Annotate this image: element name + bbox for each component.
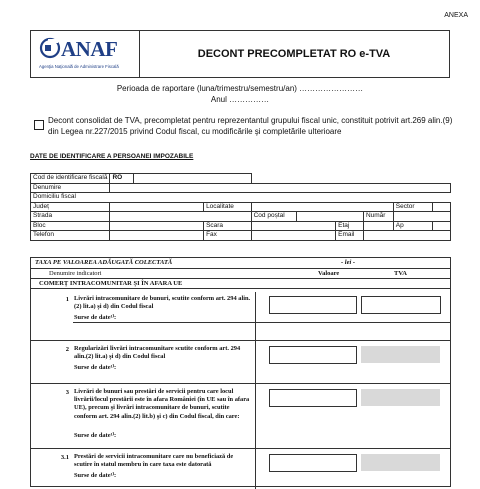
block-label: Bloc xyxy=(31,221,110,231)
row-number: 2 xyxy=(65,346,69,353)
sector-label: Sector xyxy=(393,202,433,212)
vat-input-1[interactable] xyxy=(361,296,441,314)
floor-input[interactable] xyxy=(363,221,393,231)
sector-input[interactable] xyxy=(433,202,451,212)
number-input[interactable] xyxy=(393,212,450,222)
value-input-1[interactable] xyxy=(269,296,357,314)
col-vat: TVA xyxy=(394,270,407,277)
county-input[interactable] xyxy=(110,202,204,212)
vat-row-1 xyxy=(31,292,450,340)
row-source: Surse de date¹⁾: xyxy=(74,314,117,321)
vat-collected-table xyxy=(30,257,451,487)
row-text: Prestări de servicii intracomunitare care nu beneficiază de scutire în statul membru în care taxa este datorată xyxy=(74,453,234,469)
period-line: Perioada de raportare (luna/trimestru/semestru/an) …………………… xyxy=(116,84,364,93)
vat-disabled-3 xyxy=(361,389,440,406)
logo-text: ANAF xyxy=(61,37,118,61)
row-text: Livrări de bunuri sau prestări de servicii pentru care locul livrării/locul prestării este în afara României (în UE sau în afara UE), precum şi livrări intracomunitare de bunuri, scutite conform art. 294 alin.(2) lit.b) şi c) din Codul fiscal, din care: xyxy=(74,388,250,420)
vat-disabled-2 xyxy=(361,346,440,363)
row-source: Surse de date¹⁾: xyxy=(74,432,117,439)
consolidated-checkbox[interactable] xyxy=(34,120,44,130)
section-title: COMERȚ INTRACOMUNITAR ȘI ÎN AFARA UE xyxy=(39,280,183,287)
phone-input[interactable] xyxy=(110,231,204,241)
row-text: Regularizări livrări intracomunitare scutite conform art. 294 alin.(2) lit.a) şi d) din Codul fiscal xyxy=(74,345,241,361)
col-value: Valoare xyxy=(318,270,340,277)
section-row xyxy=(31,279,450,289)
row-text: Livrări intracomunitare de bunuri, scutite conform art. 294 alin.(2) lit.a) şi d) din Codul fiscal xyxy=(74,295,251,311)
street-input[interactable] xyxy=(110,212,251,222)
form-title: DECONT PRECOMPLETAT RO e-TVA xyxy=(197,48,391,60)
name-label: Denumire xyxy=(31,183,110,193)
value-input-4[interactable] xyxy=(269,454,357,472)
floor-label: Etaj xyxy=(336,221,364,231)
cif-label: Cod de identificare fiscală xyxy=(31,174,110,184)
fax-input[interactable] xyxy=(251,231,336,241)
locality-input[interactable] xyxy=(251,202,393,212)
locality-label: Localitate xyxy=(204,202,252,212)
currency-label: - lei - xyxy=(341,259,356,266)
email-label: Email xyxy=(336,231,364,241)
identification-table xyxy=(30,173,451,241)
id-section-title: DATE DE IDENTIFICARE A PERSOANEI IMPOZABILE xyxy=(30,153,194,160)
postal-label: Cod poștal xyxy=(251,212,297,222)
vat-title-row xyxy=(31,258,450,269)
domicile-label: Domiciliu fiscal xyxy=(31,193,110,203)
street-label: Strada xyxy=(31,212,110,222)
row-source: Surse de date¹⁾: xyxy=(74,472,117,479)
col-indicators: Denumire indicatori xyxy=(49,270,102,277)
vat-row-3 xyxy=(31,384,450,448)
anaf-logo xyxy=(31,31,140,77)
stair-label: Scara xyxy=(204,221,252,231)
vat-row-2 xyxy=(31,341,450,383)
annex-label: ANEXA xyxy=(444,12,468,19)
row-source: Surse de date¹⁾: xyxy=(74,364,117,371)
postal-input[interactable] xyxy=(297,212,364,222)
fax-label: Fax xyxy=(204,231,252,241)
row-number: 3 xyxy=(65,389,69,396)
logo-subtitle: Agenţia Naţională de Administrare Fiscală xyxy=(39,64,119,69)
value-input-2[interactable] xyxy=(269,346,357,364)
cif-prefix: RO xyxy=(110,174,134,184)
county-label: Județ xyxy=(31,202,110,212)
year-line: Anul …………… xyxy=(210,95,270,104)
value-input-3[interactable] xyxy=(269,389,357,407)
email-input[interactable] xyxy=(363,231,450,241)
cif-input[interactable] xyxy=(134,174,251,184)
columns-row xyxy=(31,269,450,279)
row-number: 3.1 xyxy=(60,454,69,461)
number-label: Număr xyxy=(363,212,393,222)
vat-row-3-1 xyxy=(31,449,450,489)
apt-label: Ap xyxy=(393,221,433,231)
apt-input[interactable] xyxy=(433,221,451,231)
name-input[interactable] xyxy=(110,183,451,193)
block-input[interactable] xyxy=(110,221,204,231)
form-header xyxy=(30,30,450,78)
vat-table-title: TAXA PE VALOAREA ADĂUGATĂ COLECTATĂ xyxy=(35,259,173,266)
stair-input[interactable] xyxy=(251,221,336,231)
consolidated-text: Decont consolidat de TVA, precompletat pentru reprezentantul grupului fiscal unic, constituit potrivit art.269 alin.(9) din Legea nr.227/2015 privind Codul fiscal, cu modificările şi completările ulterioare xyxy=(48,116,453,136)
vat-disabled-4 xyxy=(361,454,440,471)
row-number: 1 xyxy=(65,296,69,303)
anaf-emblem-icon xyxy=(39,37,61,59)
phone-label: Telefon xyxy=(31,231,110,241)
